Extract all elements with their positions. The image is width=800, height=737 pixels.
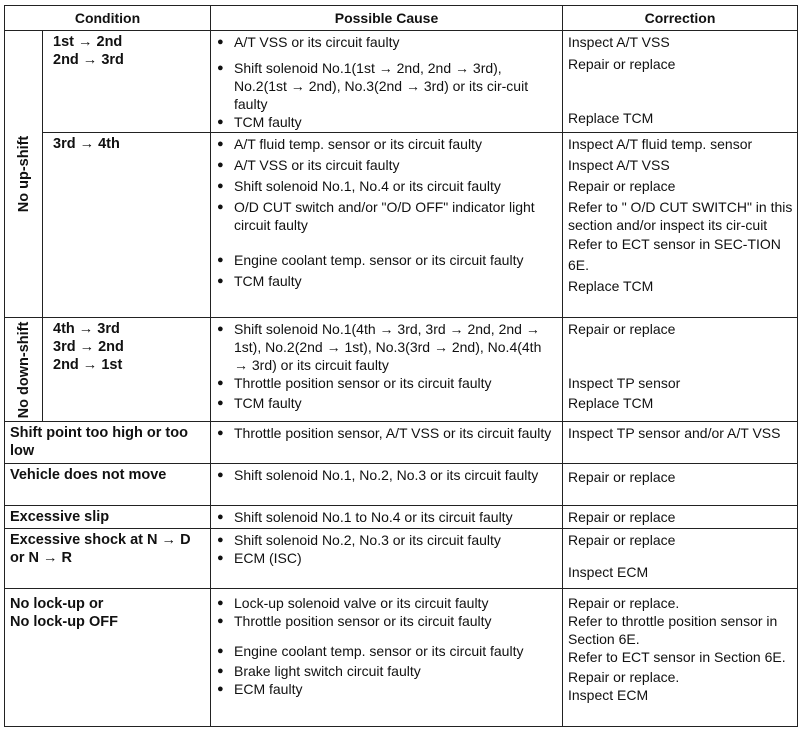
condition-cell: [5, 506, 211, 529]
no-upshift-label-cell: [5, 31, 43, 318]
correction-cell: [563, 464, 798, 506]
correction-item: Inspect A/T fluid temp. sensor: [568, 136, 753, 152]
cause-item: ● ECM (ISC): [216, 549, 558, 567]
cause-item: ● TCM faulty: [216, 272, 558, 290]
correction-item: Inspect TP sensor: [568, 375, 681, 391]
cause-item: ● ECM faulty: [216, 680, 558, 698]
condition-cell: [5, 529, 211, 589]
correction-item: Repair or replace: [568, 509, 676, 525]
sub-condition: 2nd → 1st: [53, 357, 123, 373]
cause-item: ● Shift solenoid No.1, No.4 or its circuit faulty: [216, 177, 558, 195]
table-row: [5, 133, 798, 318]
cause-item: ● Shift solenoid No.1(4th → 3rd, 3rd → 2nd, 2nd → 1st), No.2(2nd → 1st), No.3(3rd → 2nd), No.4(4th → 3rd) or its circuit faulty: [216, 320, 558, 374]
condition-text: Excessive shock at N → D or N → R: [10, 532, 191, 566]
cause-cell: [211, 506, 563, 529]
no-downshift-label: No down-shift: [15, 321, 32, 418]
correction-cell: [563, 318, 798, 422]
correction-item: Repair or replace.: [568, 669, 680, 685]
correction-item: Replace TCM: [568, 278, 654, 294]
upshift-sub-1: [43, 31, 211, 133]
table-row: [5, 422, 798, 464]
cause-cell: [211, 464, 563, 506]
cause-item: ● O/D CUT switch and/or "O/D OFF" indicator light circuit faulty: [216, 198, 558, 234]
correction-cell: [563, 422, 798, 464]
cause-item: ● Shift solenoid No.1, No.2, No.3 or its circuit faulty: [216, 466, 558, 484]
condition-cell: [5, 589, 211, 727]
correction-cell: [563, 529, 798, 589]
condition-text: Vehicle does not move: [10, 467, 167, 483]
table-row: [5, 464, 798, 506]
cause-item: ● Brake light switch circuit faulty: [216, 662, 558, 680]
sub-condition: 2nd → 3rd: [53, 52, 124, 68]
cause-item: ● Engine coolant temp. sensor or its circuit faulty: [216, 250, 558, 271]
table-header-row: [5, 6, 798, 31]
correction-cell: [563, 31, 798, 133]
sub-condition: 3rd → 2nd: [53, 339, 124, 355]
cause-item: ● TCM faulty: [216, 113, 558, 131]
cause-item: ● A/T VSS or its circuit faulty: [216, 33, 558, 51]
correction-item: Repair or replace: [568, 532, 676, 548]
correction-item: Replace TCM: [568, 110, 654, 126]
upshift-sub-2: [43, 133, 211, 318]
cause-item: ● Shift solenoid No.1(1st → 2nd, 2nd → 3rd), No.2(1st → 2nd), No.3(2nd → 3rd) or its cir-cuit faulty: [216, 59, 558, 113]
correction-item: Inspect A/T VSS: [568, 34, 670, 50]
correction-item: Refer to ECT sensor in Section 6E.: [568, 649, 786, 665]
correction-cell: [563, 506, 798, 529]
correction-item: Inspect A/T VSS: [568, 157, 670, 173]
table-row: [5, 506, 798, 529]
condition-cell: [5, 464, 211, 506]
correction-item: Repair or replace.: [568, 595, 680, 611]
cause-item: ● A/T fluid temp. sensor or its circuit faulty: [216, 135, 558, 153]
correction-item: Refer to " O/D CUT SWITCH" in this section and/or inspect its cir-cuit: [568, 199, 793, 233]
sub-condition: 4th → 3rd: [53, 321, 120, 337]
cause-cell: [211, 529, 563, 589]
correction-cell: [563, 589, 798, 727]
cause-item: ● Shift solenoid No.1 to No.4 or its circuit faulty: [216, 508, 558, 526]
table-row: [5, 318, 798, 422]
no-upshift-label: No up-shift: [15, 135, 32, 213]
correction-item: Repair or replace: [568, 469, 676, 485]
table-row: [5, 529, 798, 589]
correction-item: Inspect TP sensor and/or A/T VSS: [568, 425, 781, 441]
correction-cell: [563, 133, 798, 318]
cause-item: ● Throttle position sensor or its circuit faulty: [216, 374, 558, 392]
correction-item: Refer to ECT sensor in SEC-TION 6E.: [568, 236, 781, 273]
correction-item: Repair or replace: [568, 321, 676, 337]
no-downshift-label-cell: [5, 318, 43, 422]
header-condition: Condition: [5, 6, 211, 31]
condition-text: Shift point too high or too low: [10, 425, 188, 459]
cause-item: ● Throttle position sensor, A/T VSS or its circuit faulty: [216, 424, 558, 442]
sub-condition: 1st → 2nd: [53, 34, 123, 50]
sub-condition: 3rd → 4th: [53, 136, 120, 152]
correction-item: Repair or replace: [568, 56, 676, 72]
cause-item: ● Engine coolant temp. sensor or its circuit faulty: [216, 642, 558, 660]
cause-item: ● Throttle position sensor or its circuit faulty: [216, 612, 558, 630]
condition-text: No lock-up or: [10, 596, 104, 612]
condition-text: Excessive slip: [10, 509, 110, 525]
troubleshooting-table: [4, 5, 798, 727]
condition-text: No lock-up OFF: [10, 614, 118, 630]
cause-cell: [211, 589, 563, 727]
header-correction: Correction: [563, 6, 798, 31]
correction-item: Replace TCM: [568, 395, 654, 411]
cause-item: ● Shift solenoid No.2, No.3 or its circuit faulty: [216, 531, 558, 549]
correction-item: Inspect ECM: [568, 687, 649, 703]
cause-cell: [211, 31, 563, 133]
downshift-sub: [43, 318, 211, 422]
correction-item: Repair or replace: [568, 178, 676, 194]
header-possible-cause: Possible Cause: [211, 6, 563, 31]
correction-item: Inspect ECM: [568, 564, 649, 580]
cause-item: ● Lock-up solenoid valve or its circuit faulty: [216, 594, 558, 612]
cause-item: ● TCM faulty: [216, 394, 558, 412]
cause-cell: [211, 422, 563, 464]
table-row: [5, 589, 798, 727]
condition-cell: [5, 422, 211, 464]
table-row: [5, 31, 798, 133]
cause-cell: [211, 133, 563, 318]
cause-cell: [211, 318, 563, 422]
correction-item: Refer to throttle position sensor in Section 6E.: [568, 613, 778, 647]
cause-item: ● A/T VSS or its circuit faulty: [216, 156, 558, 174]
